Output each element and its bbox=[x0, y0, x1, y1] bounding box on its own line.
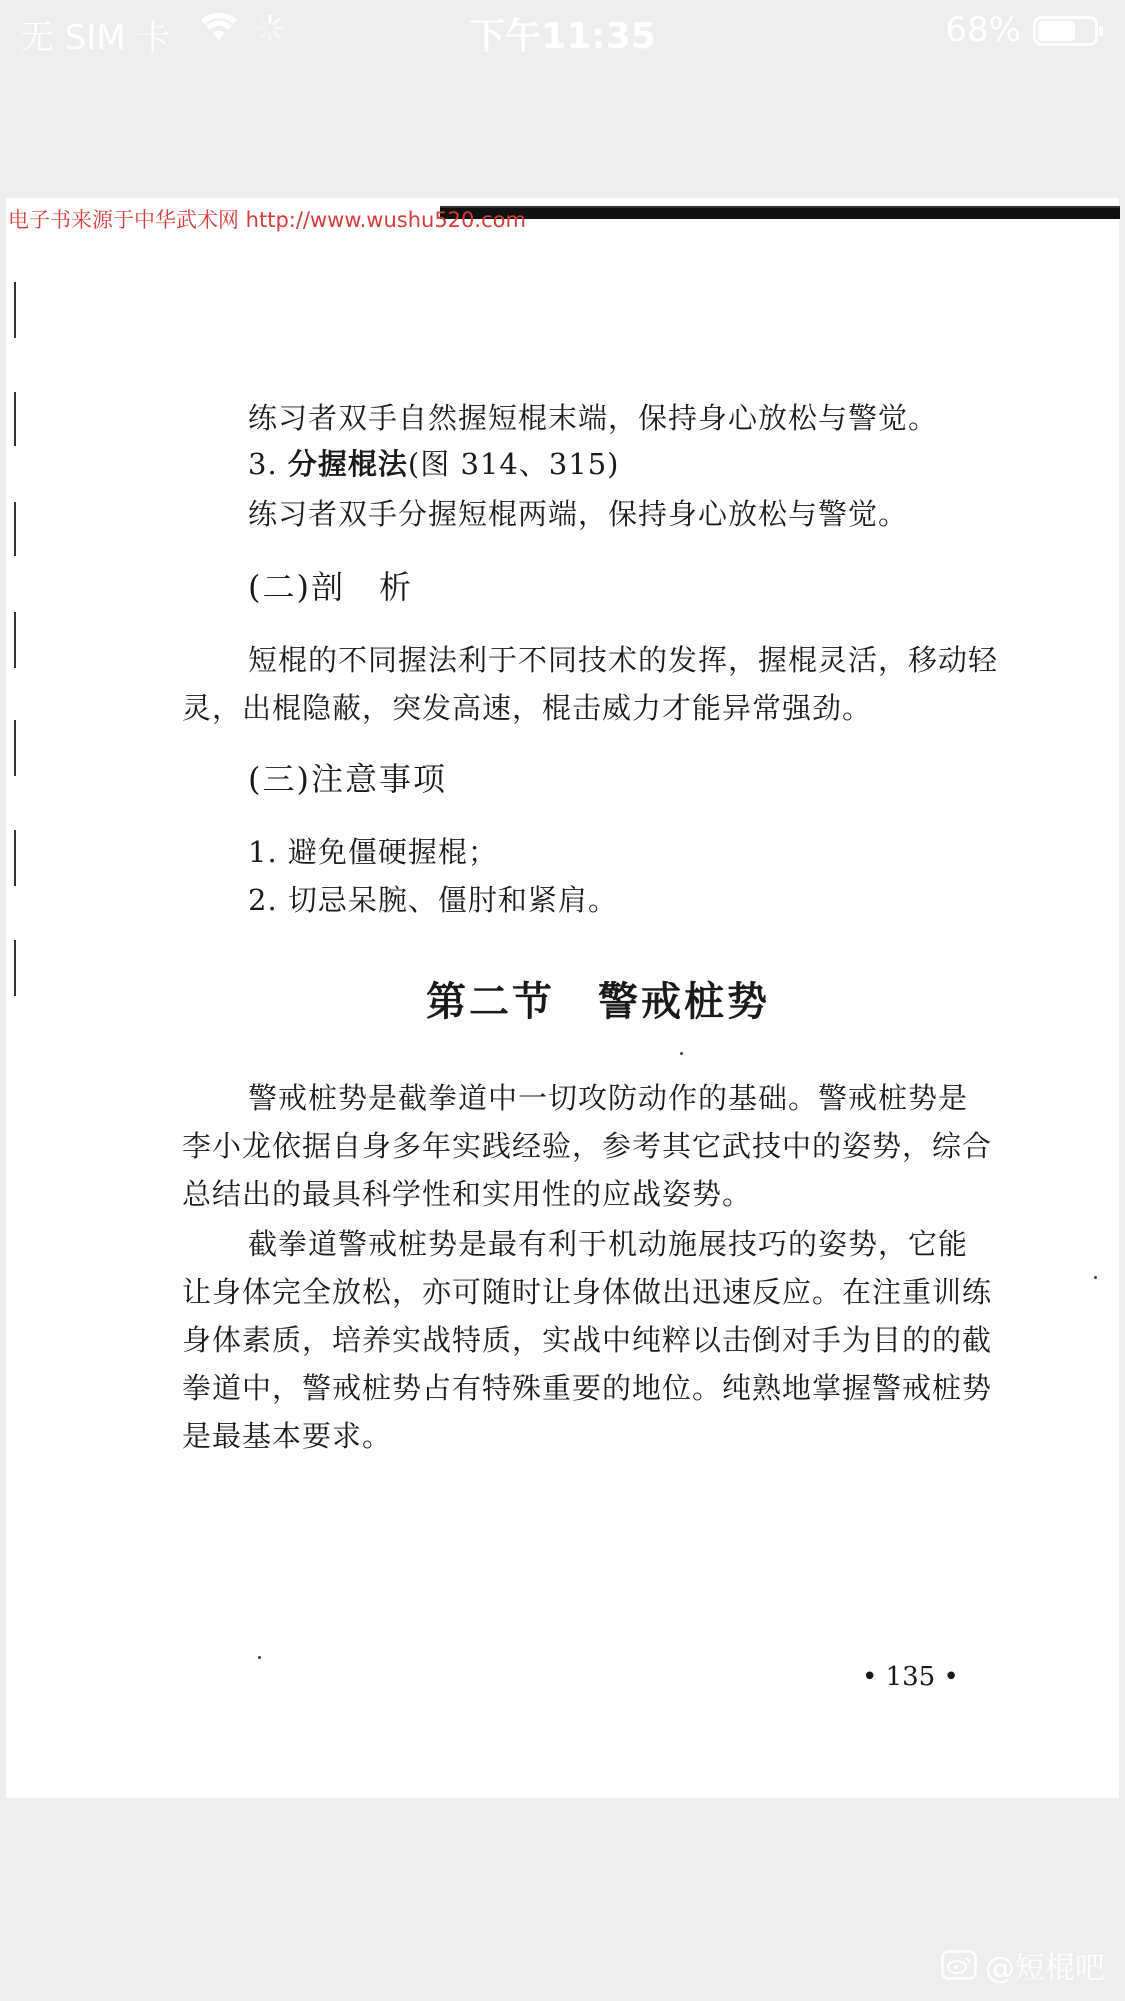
subheading-line bbox=[248, 442, 619, 483]
watermark bbox=[941, 1943, 1105, 1987]
body-line: 练习者双手自然握短棍末端，保持身心放松与警觉。 bbox=[248, 401, 939, 435]
body-line: 拳道中，警戒桩势占有特殊重要的地位。纯熟地掌握警戒桩势 bbox=[182, 1371, 993, 1405]
body-line: 让身体完全放松，亦可随时让身体做出迅速反应。在注重训练 bbox=[182, 1275, 993, 1309]
scan-speck bbox=[258, 1656, 261, 1659]
margin-mark bbox=[14, 830, 16, 886]
body-line: 警戒桩势是截拳道中一切攻防动作的基础。警戒桩势是 bbox=[248, 1081, 969, 1115]
ebook-source-line: 电子书来源于中华武术网 http://www.wushu520.com bbox=[8, 208, 526, 232]
subsection-heading: (三)注意事项 bbox=[248, 760, 447, 798]
body-line: 总结出的最具科学性和实用性的应战姿势。 bbox=[182, 1177, 753, 1211]
body-line: 短棍的不同握法利于不同技术的发挥，握棍灵活，移动轻 bbox=[248, 643, 999, 677]
battery-percentage: 68% bbox=[945, 10, 1021, 50]
page-top-rule bbox=[440, 208, 1120, 219]
margin-mark bbox=[14, 720, 16, 776]
battery-icon bbox=[1033, 16, 1105, 46]
section-title: 第二节 警戒桩势 bbox=[426, 979, 770, 1025]
body-line: 李小龙依据自身多年实践经验，参考其它武技中的姿势，综合 bbox=[182, 1129, 993, 1163]
watermark-text: @短棍吧 bbox=[985, 1951, 1105, 1986]
item-title: 分握棍法 bbox=[287, 447, 408, 481]
carrier-label: 无 SIM 卡 bbox=[20, 18, 171, 58]
figure-reference: (图 314、315) bbox=[407, 447, 620, 481]
item-number: 3. bbox=[248, 447, 278, 481]
weibo-icon bbox=[941, 1950, 977, 1980]
scan-speck bbox=[1094, 1276, 1097, 1279]
status-bar bbox=[0, 0, 1125, 62]
margin-mark bbox=[14, 612, 16, 668]
body-line: 身体素质，培养实战特质，实战中纯粹以击倒对手为目的的截 bbox=[182, 1323, 993, 1357]
margin-mark bbox=[14, 940, 16, 996]
margin-mark bbox=[14, 392, 16, 446]
list-item: 1. 避免僵硬握棍； bbox=[248, 835, 498, 869]
body-line: 灵，出棍隐蔽，突发高速，棍击威力才能异常强劲。 bbox=[182, 691, 873, 725]
subsection-heading: (二)剖 析 bbox=[248, 568, 413, 606]
margin-mark bbox=[14, 502, 16, 556]
body-line: 截拳道警戒桩势是最有利于机动施展技巧的姿势，它能 bbox=[248, 1227, 969, 1261]
page-number: • 135 • bbox=[862, 1662, 959, 1692]
list-item: 2. 切忌呆腕、僵肘和紧肩。 bbox=[248, 883, 618, 917]
body-line: 是最基本要求。 bbox=[182, 1419, 393, 1453]
clock: 下午11:35 bbox=[469, 16, 656, 57]
body-line: 练习者双手分握短棍两端，保持身心放松与警觉。 bbox=[248, 497, 909, 531]
margin-mark bbox=[14, 282, 16, 338]
scan-speck bbox=[680, 1052, 683, 1055]
